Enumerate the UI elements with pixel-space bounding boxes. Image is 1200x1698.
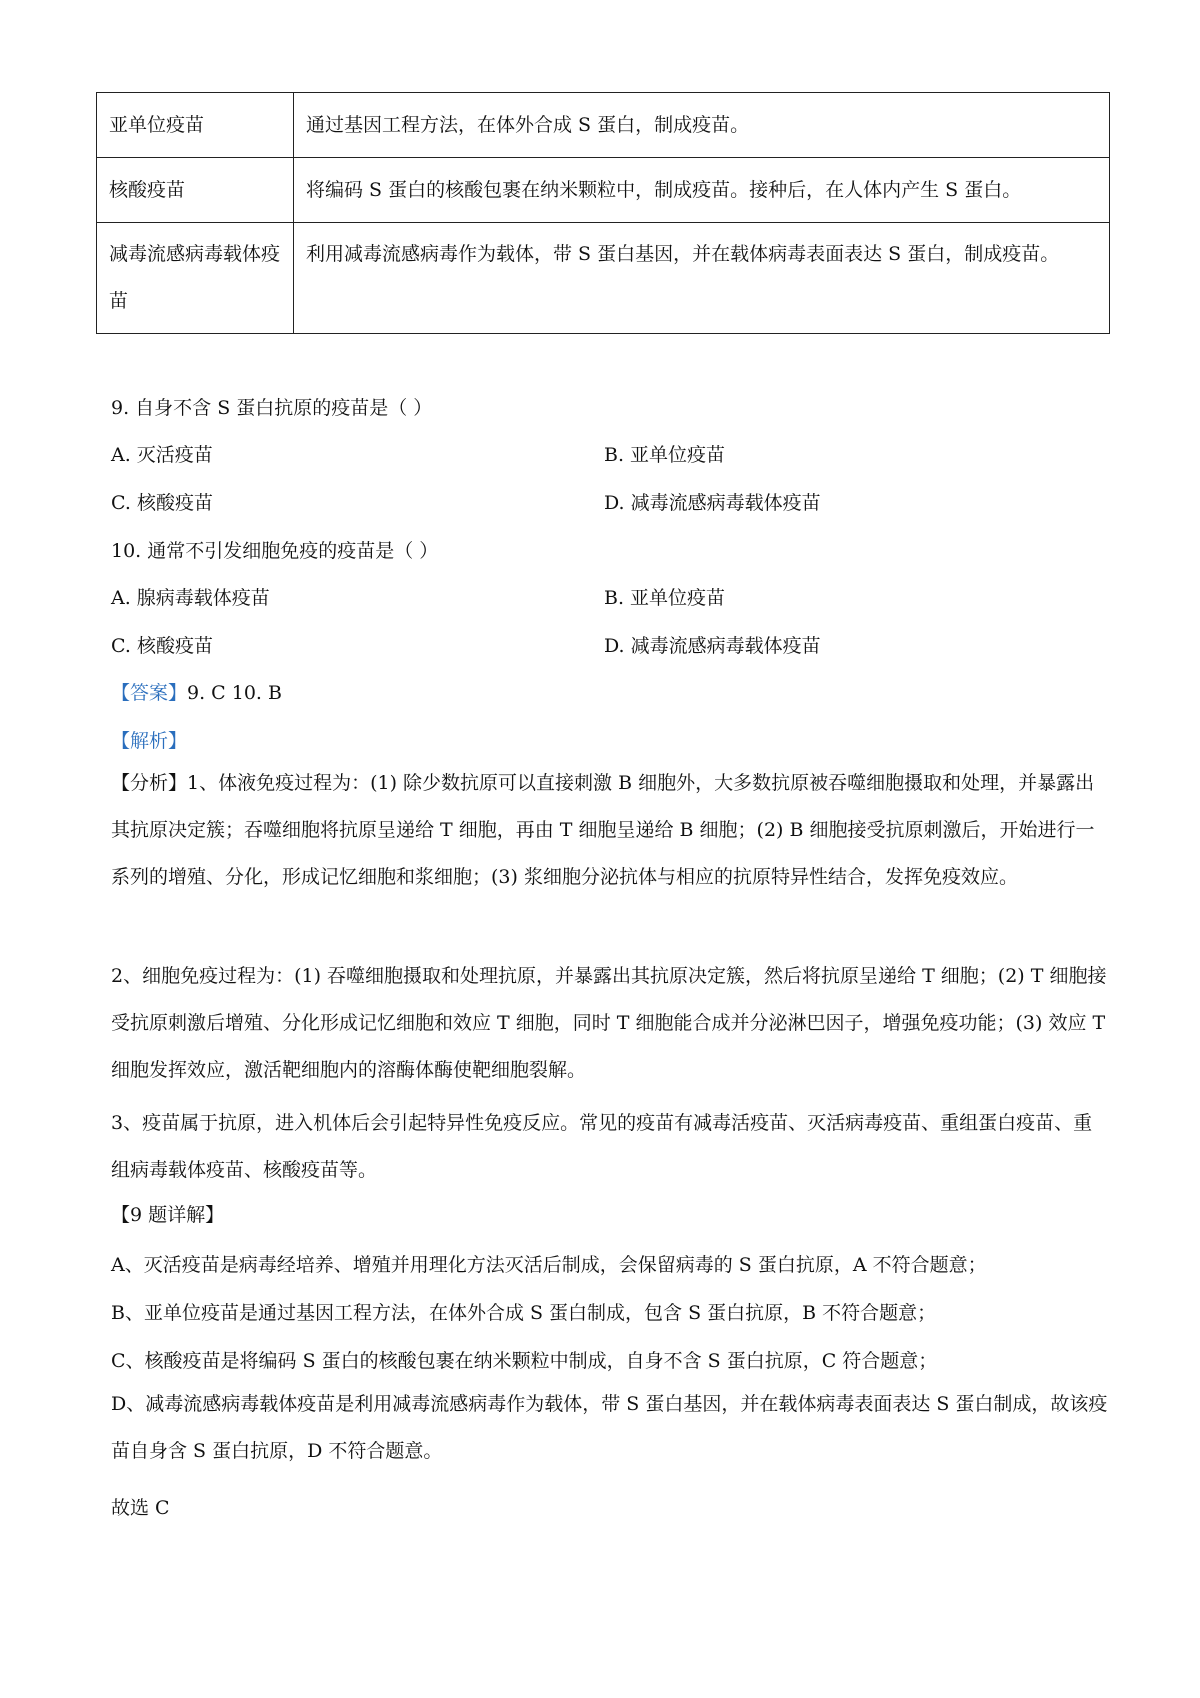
question-9-option-c: C. 核酸疫苗	[111, 492, 213, 514]
table-row	[97, 93, 1110, 158]
vaccine-table	[96, 92, 1110, 334]
question-10-option-b: B. 亚单位疫苗	[604, 587, 726, 609]
question-9-option-b: B. 亚单位疫苗	[604, 444, 726, 466]
detail-line: C、核酸疫苗是将编码 S 蛋白的核酸包裹在纳米颗粒中制成，自身不含 S 蛋白抗原，C 符合题意；	[111, 1350, 938, 1372]
vaccine-name-cell: 核酸疫苗	[97, 158, 294, 223]
detail-heading: 【9 题详解】	[111, 1204, 225, 1226]
analysis-label: 【解析】	[111, 730, 188, 752]
vaccine-desc-cell: 利用减毒流感病毒作为载体，带 S 蛋白基因，并在载体病毒表面表达 S 蛋白，制成疫苗。	[294, 223, 1110, 334]
vaccine-desc-cell: 通过基因工程方法，在体外合成 S 蛋白，制成疫苗。	[294, 93, 1110, 158]
answer-line	[111, 678, 282, 705]
analysis-paragraph: 3、疫苗属于抗原，进入机体后会引起特异性免疫反应。常见的疫苗有减毒活疫苗、灭活病毒疫苗、重组蛋白疫苗、重组病毒载体疫苗、核酸疫苗等。	[111, 1112, 1093, 1181]
question-10-option-d: D. 减毒流感病毒载体疫苗	[604, 635, 821, 657]
vaccine-desc-cell: 将编码 S 蛋白的核酸包裹在纳米颗粒中，制成疫苗。接种后，在人体内产生 S 蛋白。	[294, 158, 1110, 223]
vaccine-name-cell: 减毒流感病毒载体疫苗	[97, 223, 294, 334]
answer-text: 9. C 10. B	[187, 682, 282, 704]
analysis-paragraph: 2、细胞免疫过程为：(1) 吞噬细胞摄取和处理抗原，并暴露出其抗原决定簇，然后将抗原呈递给 T 细胞；(2) T 细胞接受抗原刺激后增殖、分化形成记忆细胞和效应 T 细胞，同时 T 细胞能合成并分泌淋巴因子，增强免疫功能；(3) 效应 T 细胞发挥效应，激活靶细胞内的溶酶体酶使靶细胞裂解。	[111, 965, 1107, 1081]
analysis-paragraph: 【分析】1、体液免疫过程为：(1) 除少数抗原可以直接刺激 B 细胞外，大多数抗原被吞噬细胞摄取和处理，并暴露出其抗原决定簇；吞噬细胞将抗原呈递给 T 细胞，再由 T 细胞呈递给 B 细胞；(2) B 细胞接受抗原刺激后，开始进行一系列的增殖、分化，形成记忆细胞和浆细胞；(3) 浆细胞分泌抗体与相应的抗原特异性结合，发挥免疫效应。	[111, 772, 1095, 888]
detail-line: A、灭活疫苗是病毒经培养、增殖并用理化方法灭活后制成，会保留病毒的 S 蛋白抗原，A 不符合题意；	[111, 1254, 987, 1276]
question-9-option-a: A. 灭活疫苗	[111, 444, 213, 466]
detail-line: B、亚单位疫苗是通过基因工程方法，在体外合成 S 蛋白制成，包含 S 蛋白抗原，B 不符合题意；	[111, 1302, 937, 1324]
question-9-option-d: D. 减毒流感病毒载体疫苗	[604, 492, 821, 514]
question-10-stem: 10. 通常不引发细胞免疫的疫苗是（ ）	[111, 540, 439, 562]
question-9-stem: 9. 自身不含 S 蛋白抗原的疫苗是（ ）	[111, 397, 433, 419]
table-row	[97, 158, 1110, 223]
answer-label: 【答案】	[111, 682, 188, 704]
question-10-option-c: C. 核酸疫苗	[111, 635, 213, 657]
table-row	[97, 223, 1110, 334]
detail-line: D、减毒流感病毒载体疫苗是利用减毒流感病毒作为载体，带 S 蛋白基因，并在载体病毒表面表达 S 蛋白制成，故该疫苗自身含 S 蛋白抗原，D 不符合题意。	[111, 1393, 1108, 1462]
conclusion: 故选 C	[111, 1497, 170, 1519]
vaccine-name-cell: 亚单位疫苗	[97, 93, 294, 158]
question-10-option-a: A. 腺病毒载体疫苗	[111, 587, 270, 609]
